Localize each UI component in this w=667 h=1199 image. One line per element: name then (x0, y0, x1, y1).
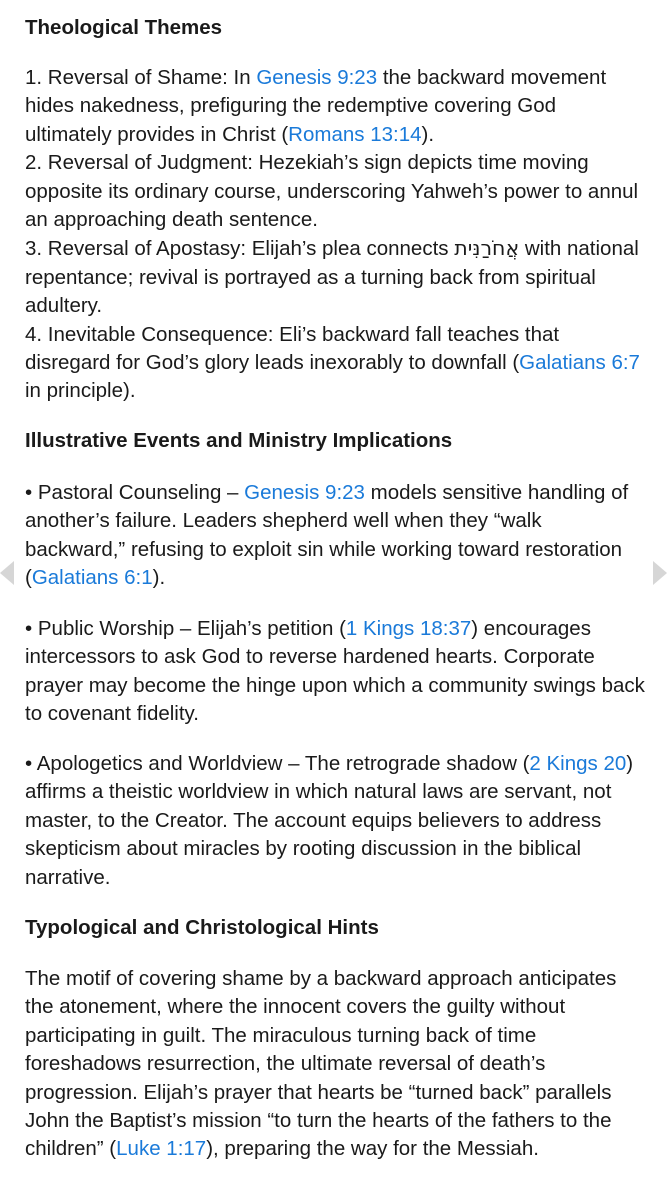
theological-list (25, 64, 645, 406)
section-heading-typological: Typological and Christological Hints (25, 916, 379, 939)
scripture-link[interactable]: Galatians 6:7 (519, 351, 640, 375)
previous-page-arrow-icon[interactable] (0, 561, 14, 585)
section-heading-illustrative: Illustrative Events and Ministry Implications (25, 429, 453, 452)
next-page-arrow-icon[interactable] (653, 561, 667, 585)
scripture-link[interactable]: Romans 13:14 (288, 122, 422, 146)
section-heading-theological: Theological Themes (25, 16, 223, 39)
scripture-link[interactable]: 1 Kings 18:37 (345, 617, 472, 640)
scripture-link[interactable]: Genesis 9:23 (256, 66, 378, 89)
theme-item-4: 4. Inevitable Consequence: Eli’s backward fall teaches that disregard for God’s glory leads inexorably to downfall (Galatians 6:7 in principle). (25, 322, 640, 403)
theme-item-1: 1. Reversal of Shame: In Genesis 9:23 the backward movement hides nakedness, prefiguring the redemptive covering God ultimately provides in Christ (Romans 13:14). (25, 66, 607, 146)
theme-item-3: 3. Reversal of Apostasy: Elijah’s plea connects אֲחֹרַנִּית with national repentance; revival is portrayed as a turning back from spiritual adultery. (25, 236, 639, 318)
scripture-link[interactable]: Luke 1:17 (116, 1137, 207, 1161)
typological-paragraph: The motif of covering shame by a backward approach anticipates the atonement, where the innocent covers the guilty without participating in guilt. The miraculous turning back of time foreshadows resurrection, the ultimate reversal of death’s progression. Elijah’s prayer that hearts be “turned back” parallels John the Baptist’s mission “to turn the hearts of the fathers to the children” (Luke 1:17), preparing the way for the Messiah. (25, 967, 617, 1161)
bullet-pastoral-counseling: • Pastoral Counseling – Genesis 9:23 models sensitive handling of another’s failure. Leaders shepherd well when they “walk backward,” refusing to exploit sin while working toward restoration (Galatians 6:1). (25, 481, 629, 590)
scripture-link[interactable]: Genesis 9:23 (244, 481, 365, 504)
bullet-apologetics: • Apologetics and Worldview – The retrograde shadow (2 Kings 20) affirms a theistic worldview in which natural laws are servant, not master, to the Creator. The account equips believers to address skepticism about miracles by rooting discussion in the biblical narrative. (25, 752, 634, 889)
theme-item-2: 2. Reversal of Judgment: Hezekiah’s sign depicts time moving opposite its ordinary course, underscoring Yahweh’s power to annul an approaching death sentence. (25, 151, 639, 232)
hebrew-word: אֲחֹרַנִּית (454, 236, 520, 261)
scripture-link[interactable]: Galatians 6:1 (31, 566, 153, 590)
bullet-public-worship: • Public Worship – Elijah’s petition (1 Kings 18:37) encourages intercessors to ask God to reverse hardened hearts. Corporate prayer may become the hinge upon which a community swings back to covenant fidelity. (25, 617, 645, 726)
scripture-link[interactable]: 2 Kings 20 (529, 752, 627, 775)
